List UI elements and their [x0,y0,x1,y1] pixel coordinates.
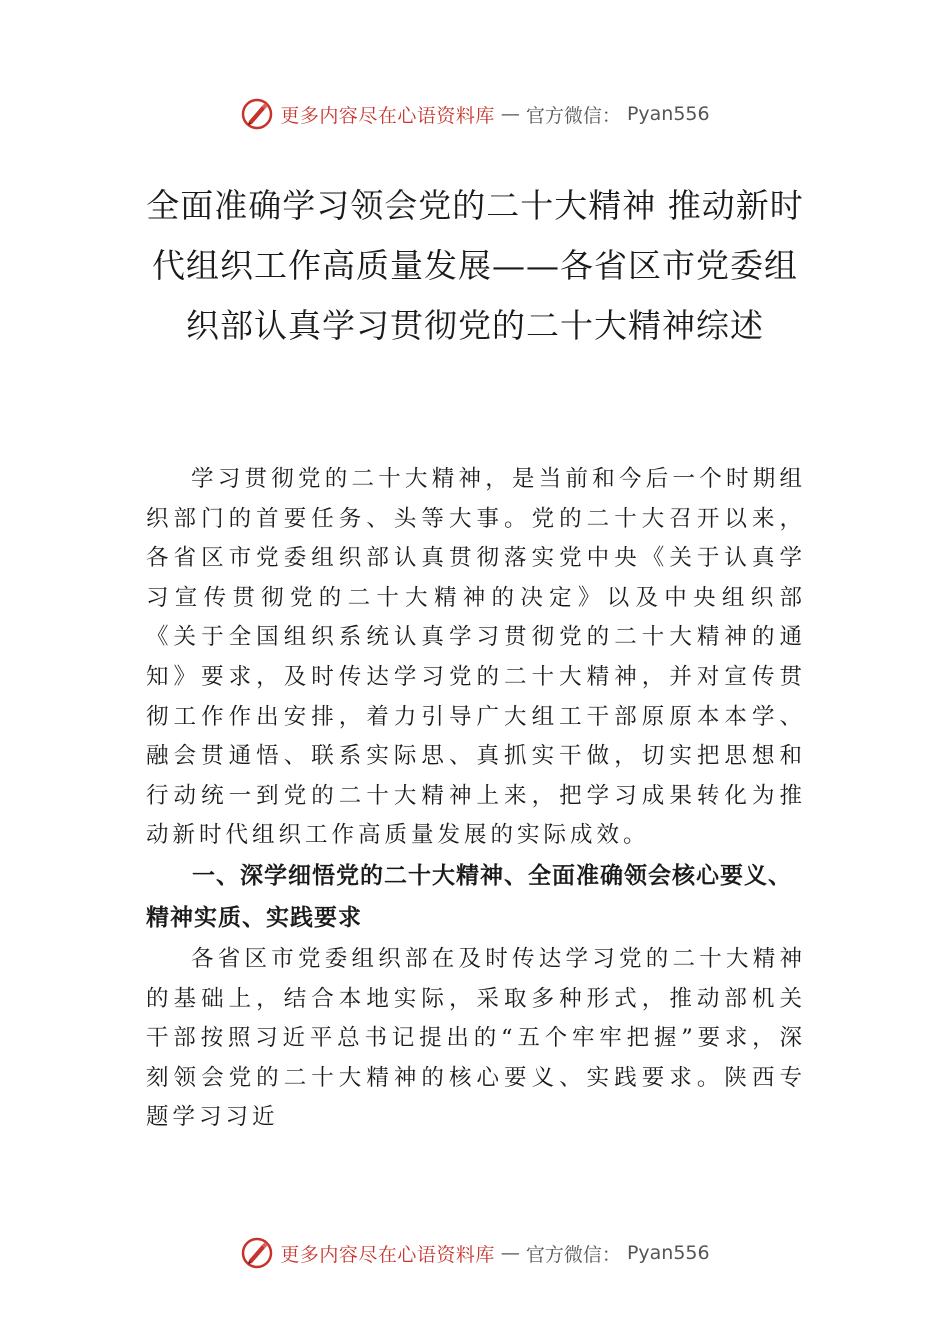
pen-logo-icon [240,97,274,131]
watermark-wechat-id: Pyan556 [626,1242,710,1264]
section-1-paragraph: 各省区市党委组织部在及时传达学习党的二十大精神的基础上，结合本地实际，采取多种形式，推动部机关干部按照习近平总书记提出的“五个牢牢把握”要求，深刻领会党的二十大精神的核心要义、实践要求。陕西专题学习习近 [146,946,806,1131]
intro-paragraph: 学习贯彻党的二十大精神，是当前和今后一个时期组织部门的首要任务、头等大事。党的二十大召开以来，各省区市党委组织部认真贯彻落实党中央《关于认真学习宣传贯彻党的二十大精神的决定》以及中央组织部《关于全国组织系统认真学习贯彻党的二十大精神的通知》要求，及时传达学习党的二十大精神，并对宣传贯彻工作作出安排，着力引导广大组工干部原原本本学、融会贯通悟、联系实际思、真抓实干做，切实把思想和行动统一到党的二十大精神上来，把学习成果转化为推动新时代组织工作高质量发展的实际成效。 [146,466,806,849]
watermark-brand: 更多内容尽在心语资料库 [280,104,495,127]
watermark-header [0,94,950,134]
watermark-label: 官方微信： [525,1243,621,1266]
watermark-separator: — [500,103,520,125]
document-title: 全面准确学习领会党的二十大精神 推动新时代组织工作高质量发展——各省区市党委组织部认真学习贯彻党的二十大精神综述 [146,186,804,345]
pen-logo-icon [240,1236,274,1270]
watermark-label: 官方微信： [525,104,621,127]
section-heading-1: 一、深学细悟党的二十大精神、全面准确领会核心要义、精神实质、实践要求 [146,863,792,931]
watermark-wechat-id: Pyan556 [626,103,710,125]
watermark-brand: 更多内容尽在心语资料库 [280,1243,495,1266]
watermark-footer [0,1233,950,1273]
watermark-separator: — [500,1242,520,1264]
